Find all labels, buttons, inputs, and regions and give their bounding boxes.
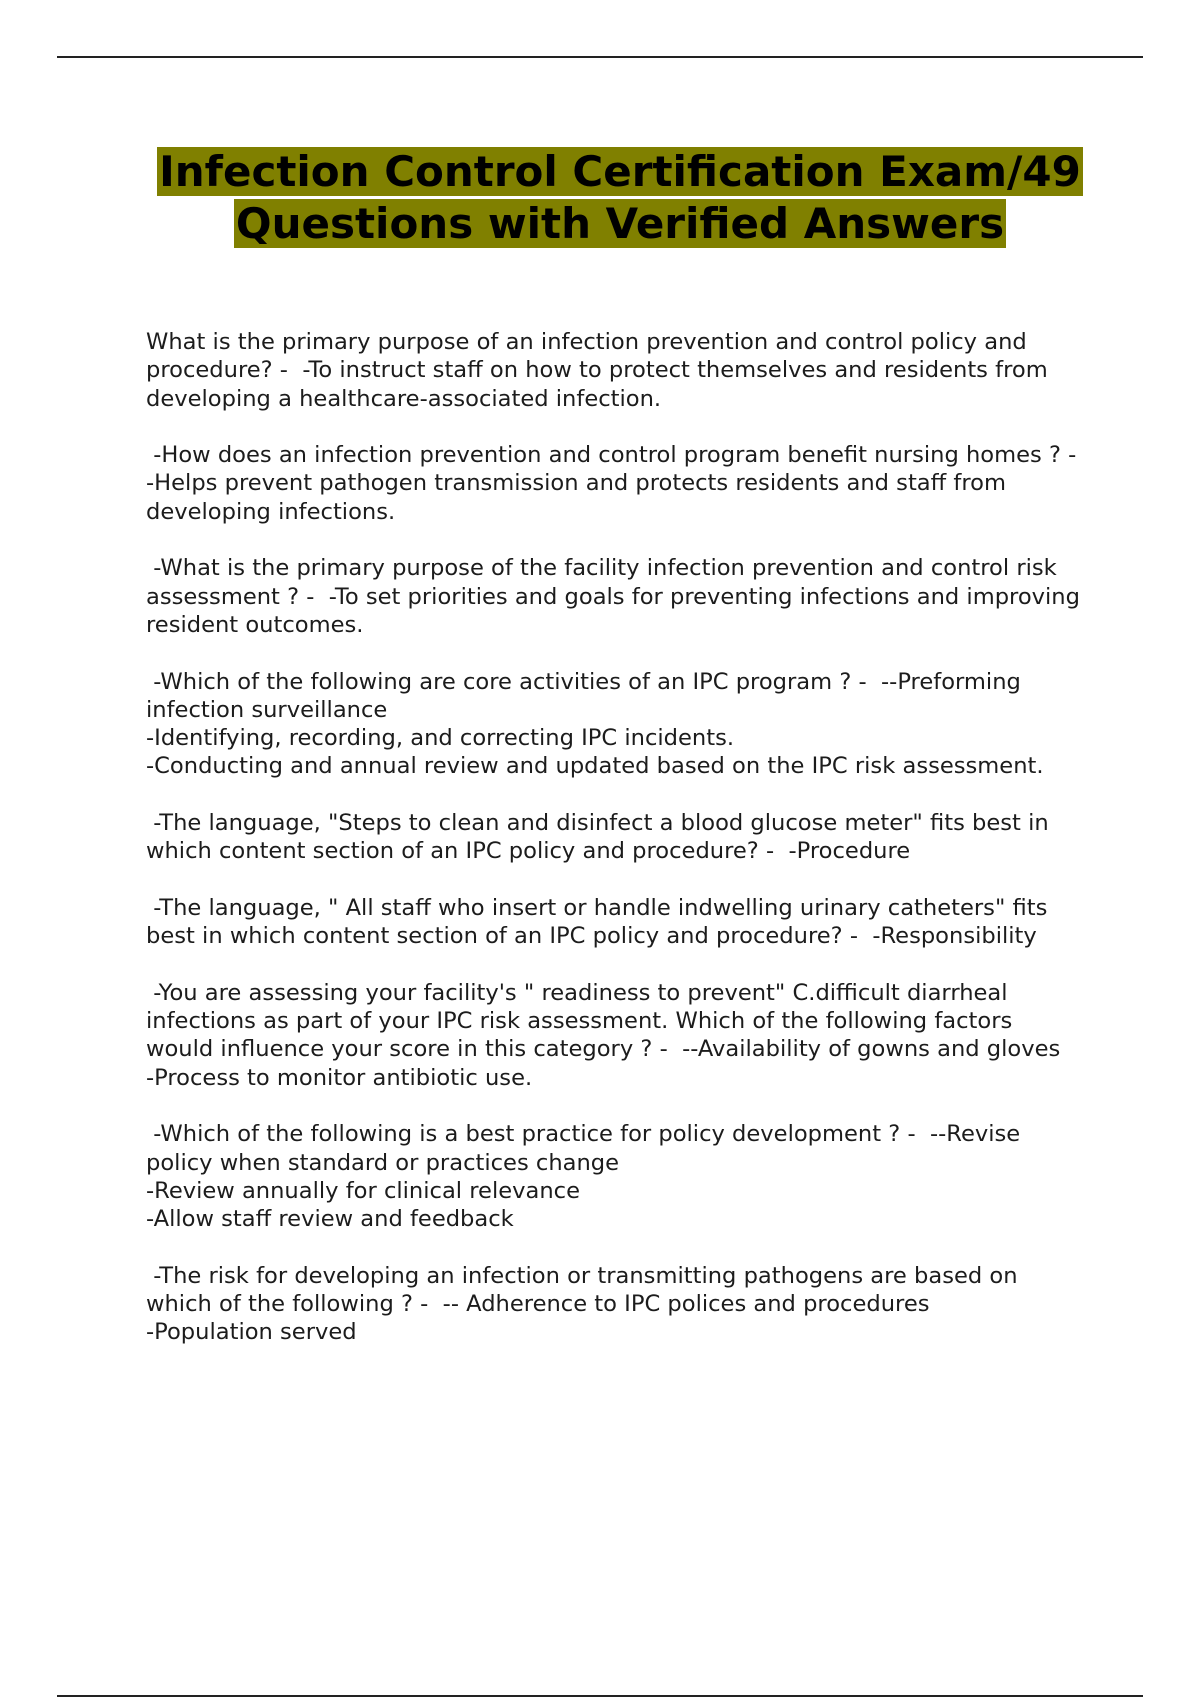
qa-line: -Process to monitor antibiotic use. xyxy=(146,1064,533,1091)
qa-line: -What is the primary purpose of the facility infection prevention and control risk assessment ? - -To set priorities and goals for preventing infections and improving resident outcomes. xyxy=(146,555,1088,638)
qa-line: What is the primary purpose of an infection prevention and control policy and procedure? - -To instruct staff on how to protect themselves and residents from developing a healthcare-associated infection. xyxy=(146,329,1055,412)
qa-item xyxy=(146,441,1091,526)
qa-item xyxy=(146,1262,1086,1347)
top-rule xyxy=(57,56,1143,58)
qa-line: -Which of the following is a best practice for policy development ? - --Revise policy when standard or practices change xyxy=(146,1121,1028,1176)
qa-item xyxy=(146,668,1086,781)
qa-item xyxy=(146,328,1086,413)
qa-item xyxy=(146,1120,1086,1233)
qa-line: -Which of the following are core activities of an IPC program ? - --Preforming infection surveillance xyxy=(146,668,1029,723)
qa-item xyxy=(146,894,1086,951)
bottom-rule xyxy=(57,1695,1143,1697)
qa-line: -Conducting and annual review and updated based on the IPC risk assessment. xyxy=(146,753,1044,780)
qa-line: -Allow staff review and feedback xyxy=(146,1206,514,1233)
qa-line: -Review annually for clinical relevance xyxy=(146,1177,580,1204)
qa-item xyxy=(146,979,1086,1092)
qa-line: -Population served xyxy=(146,1319,357,1346)
qa-line: -Identifying, recording, and correcting IPC incidents. xyxy=(146,725,735,752)
document-title: Infection Control Certification Exam/49 Questions with Verified Answers xyxy=(159,147,1081,248)
qa-list xyxy=(146,328,1091,1375)
title-block xyxy=(120,146,1120,250)
qa-line: -You are assessing your facility's " readiness to prevent" C.difficult diarrheal infections as part of your IPC risk assessment. Which of the following factors would influence your score in this category ? - --Availability of gowns and gloves xyxy=(146,979,1061,1063)
qa-line: -How does an infection prevention and control program benefit nursing homes ? - -Helps prevent pathogen transmission and protects residents and staff from developing infections. xyxy=(146,442,1091,525)
qa-item xyxy=(146,809,1086,866)
qa-line: -The language, "Steps to clean and disinfect a blood glucose meter" fits best in which content section of an IPC policy and procedure? - -Procedure xyxy=(146,810,1056,865)
qa-line: -The language, " All staff who insert or handle indwelling urinary catheters" fits best in which content section of an IPC policy and procedure? - -Responsibility xyxy=(146,894,1055,950)
qa-line: -The risk for developing an infection or transmitting pathogens are based on which of the following ? - -- Adherence to IPC polices and procedures xyxy=(146,1262,1025,1318)
qa-item xyxy=(146,554,1086,639)
